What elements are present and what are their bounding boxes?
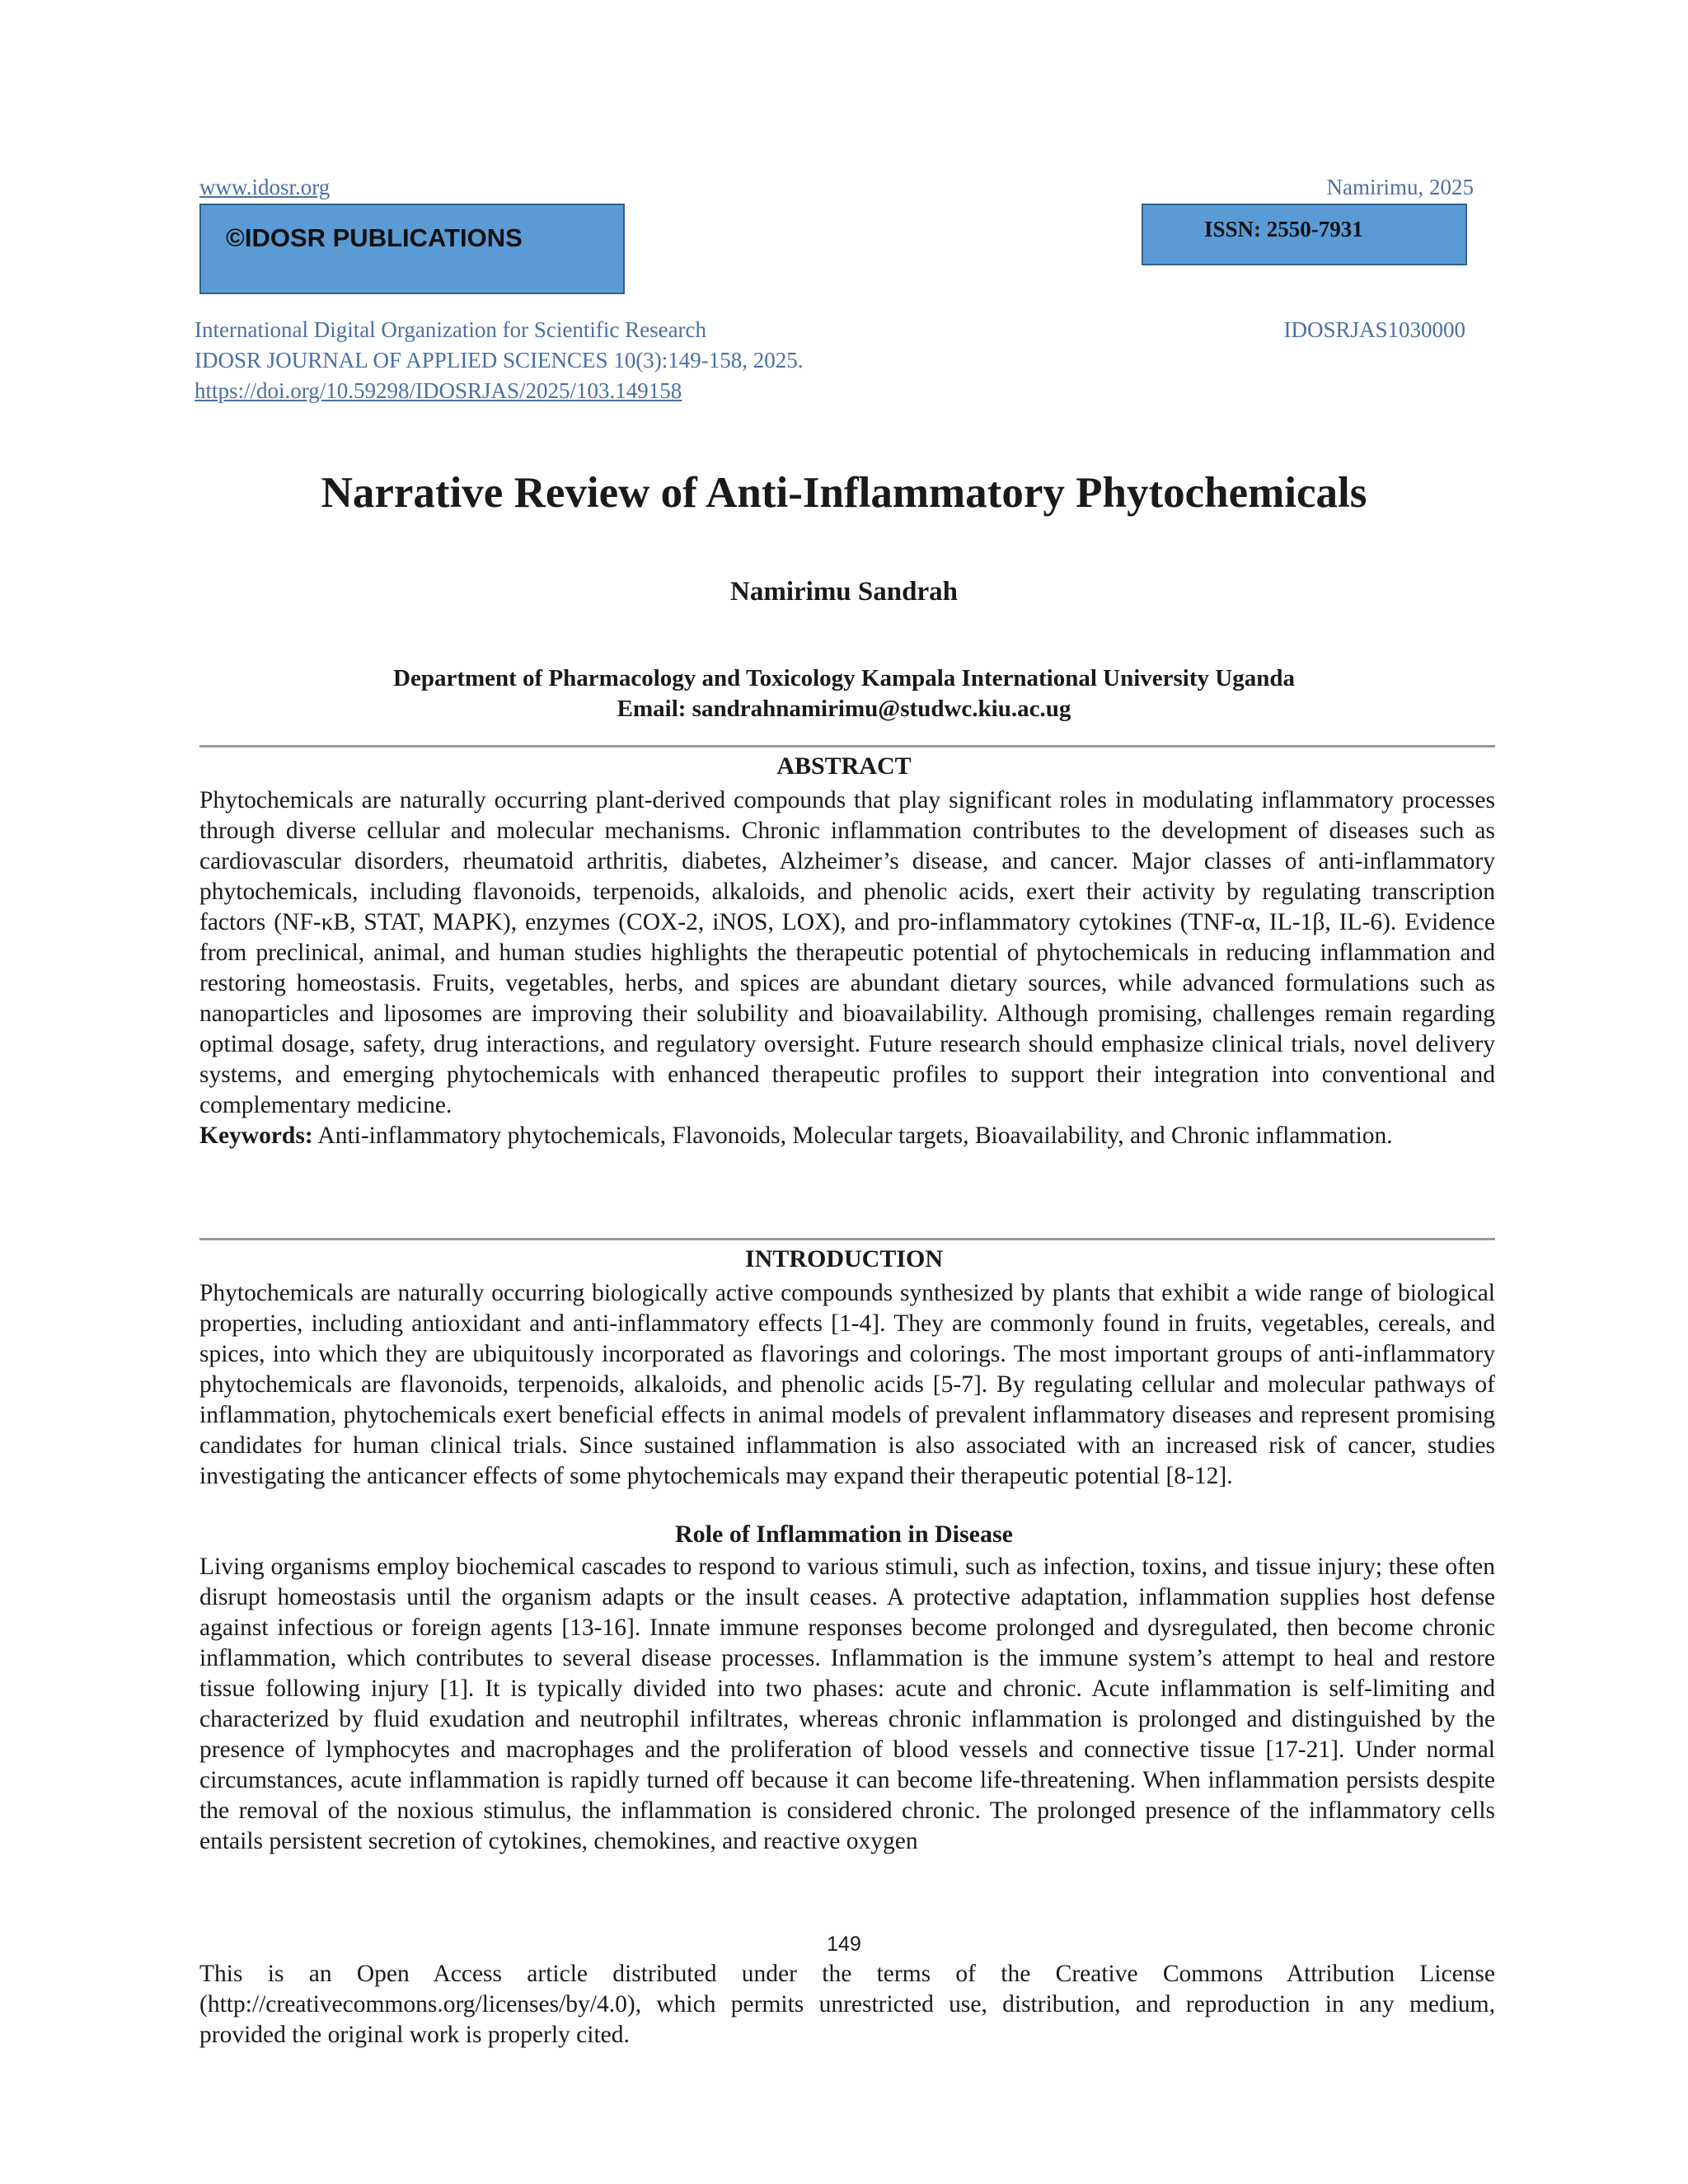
divider-middle	[199, 1238, 1495, 1240]
role-text: Living organisms employ biochemical cascades to respond to various stimuli, such as infection, toxins, and tissue injury; these often disrupt homeostasis until the organism adapts or the insult ceases. A protective adaptation, inflammation supplies host defense against infectious or foreign agents [13-16]. Innate immune responses become prolonged and dysregulated, then become chronic inflammation, which contributes to several disease processes. Inflammation is the immune system’s attempt to heal and restore tissue following injury [1]. It is typically divided into two phases: acute and chronic. Acute inflammation is self-limiting and characterized by fluid exudation and neutrophil infiltrates, whereas chronic inflammation is prolonged and distinguished by the presence of lymphocytes and macrophages and the proliferation of blood vessels and connective tissue [17-21]. Under normal circumstances, acute inflammation is rapidly turned off because it can become life-threatening. When inflammation persists despite the removal of the noxious stimulus, the inflammation is considered chronic. The prolonged presence of the inflammatory cells entails persistent secretion of cytokines, chemokines, and reactive oxygen	[199, 1554, 1495, 1854]
abstract-heading: ABSTRACT	[776, 752, 912, 780]
affiliation: Department of Pharmacology and Toxicology Kampala International University Uganda	[393, 665, 1295, 691]
page-number: 149	[827, 1933, 861, 1956]
doi-link[interactable]: https://doi.org/10.59298/IDOSRJAS/2025/103.149158	[195, 378, 682, 403]
issn-badge	[1142, 204, 1467, 265]
author-name: Namirimu Sandrah	[730, 577, 958, 607]
article-title: Narrative Review of Anti-Inflammatory Phytochemicals	[321, 469, 1367, 517]
divider-top	[199, 745, 1495, 748]
abstract-body	[199, 785, 1495, 1151]
introduction-body	[199, 1278, 1495, 1492]
publisher-badge	[199, 204, 625, 294]
introduction-heading: INTRODUCTION	[744, 1245, 944, 1272]
article-code: IDOSRJAS1030000	[1283, 317, 1465, 342]
publisher-badge-label: ©IDOSR PUBLICATIONS	[226, 223, 523, 252]
keywords-line	[199, 1121, 1495, 1151]
keywords-text: Anti-inflammatory phytochemicals, Flavonoids, Molecular targets, Bioavailability, and Chronic inflammation.	[317, 1122, 1393, 1149]
author-year: Namirimu, 2025	[1326, 175, 1474, 199]
affiliation-block	[0, 663, 1688, 724]
introduction-text: Phytochemicals are naturally occurring biologically active compounds synthesized by plants that exhibit a wide range of biological properties, including antioxidant and anti-inflammatory effects [1-4]. They are commonly found in fruits, vegetables, cereals, and spices, into which they are ubiquitously incorporated as flavorings and colorings. The most important groups of anti-inflammatory phytochemicals are flavonoids, terpenoids, alkaloids, and phenolic acids [5-7]. By regulating cellular and molecular pathways of inflammation, phytochemicals exert beneficial effects in animal models of prevalent inflammatory diseases and represent promising candidates for human clinical trials. Since sustained inflammation is also associated with an increased risk of cancer, studies investigating the anticancer effects of some phytochemicals may expand their therapeutic potential [8-12].	[199, 1280, 1495, 1489]
license-text: This is an Open Access article distributed under the terms of the Creative Commons Attribution License (http://creativecommons.org/licenses/by/4.0), which permits unrestricted use, distribution, and reproduction in any medium, provided the original work is properly cited.	[199, 1961, 1495, 2048]
journal-citation: IDOSR JOURNAL OF APPLIED SCIENCES 10(3):149-158, 2025.	[195, 348, 804, 373]
role-heading: Role of Inflammation in Disease	[675, 1521, 1013, 1548]
role-body	[199, 1552, 1495, 1857]
organization-name: International Digital Organization for Scientific Research	[195, 317, 707, 342]
website-link[interactable]: www.idosr.org	[199, 175, 331, 199]
author-email: Email: sandrahnamirimu@studwc.kiu.ac.ug	[617, 696, 1071, 722]
keywords-label: Keywords:	[199, 1122, 313, 1149]
issn-label: ISSN: 2550-7931	[1204, 217, 1363, 241]
abstract-text: Phytochemicals are naturally occurring plant-derived compounds that play significant roles in modulating inflammatory processes through diverse cellular and molecular mechanisms. Chronic inflammation contributes to the development of diseases such as cardiovascular disorders, rheumatoid arthritis, diabetes, Alzheimer’s disease, and cancer. Major classes of anti-inflammatory phytochemicals, including flavonoids, terpenoids, alkaloids, and phenolic acids, exert their activity by regulating transcription factors (NF-κB, STAT, MAPK), enzymes (COX-2, iNOS, LOX), and pro-inflammatory cytokines (TNF-α, IL-1β, IL-6). Evidence from preclinical, animal, and human studies highlights the therapeutic potential of phytochemicals in reducing inflammation and restoring homeostasis. Fruits, vegetables, herbs, and spices are abundant dietary sources, while advanced formulations such as nanoparticles and liposomes are improving their solubility and bioavailability. Although promising, challenges remain regarding optimal dosage, safety, drug interactions, and regulatory oversight. Future research should emphasize clinical trials, novel delivery systems, and emerging phytochemicals with enhanced therapeutic profiles to support their integration into conventional and complementary medicine.	[199, 787, 1495, 1118]
